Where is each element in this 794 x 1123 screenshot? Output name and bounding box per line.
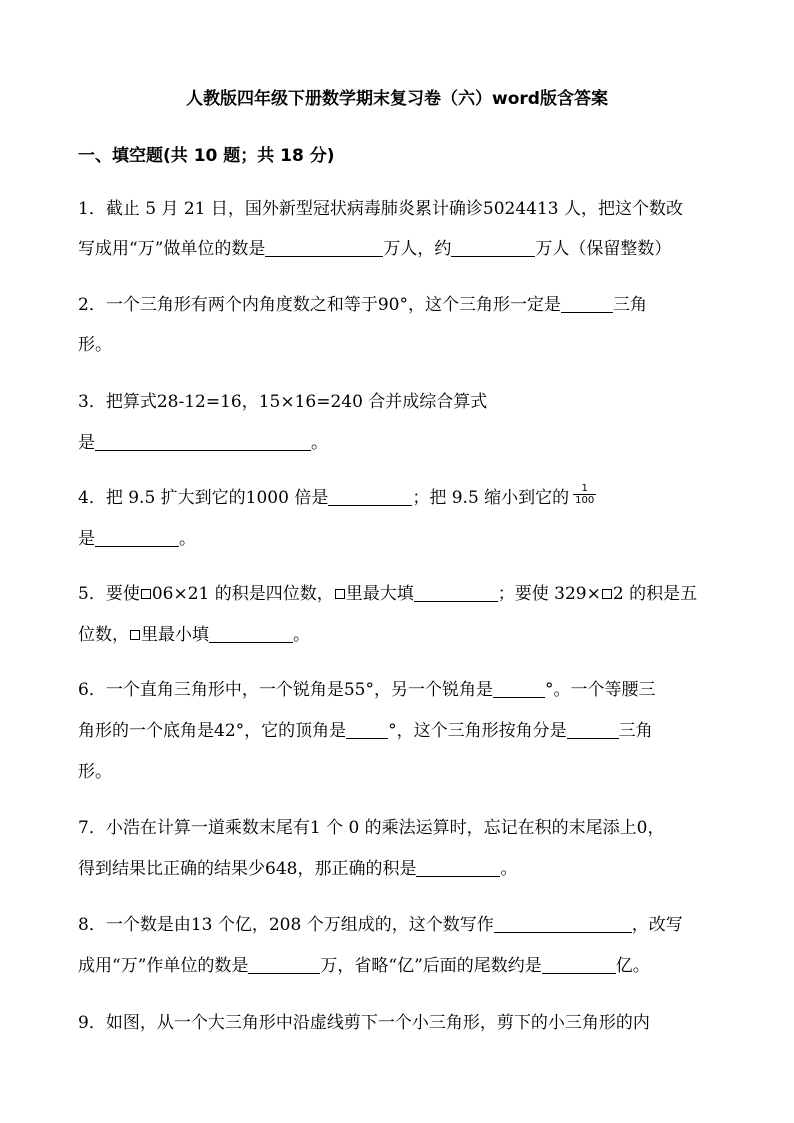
question-1-text: 万人（保留整数）: [535, 239, 672, 259]
question-5-text: 。: [293, 625, 310, 645]
question-7-text: 得到结果比正确的结果少648，那正确的积是: [78, 859, 417, 879]
answer-blank[interactable]: [209, 624, 293, 643]
question-8-line-2: [78, 954, 650, 978]
question-6-text: °，这个三角形按角分是: [388, 721, 567, 741]
question-1-line-1: 1．截止 5 月 21 日，国外新型冠状病毒肺炎累计确诊5024413 人，把这个数改: [78, 199, 683, 219]
question-3-line-1: 3．把算式28-12=16，15×16=240 合并成综合算式: [78, 392, 488, 412]
page-title: 人教版四年级下册数学期末复习卷（六）word版含答案: [186, 89, 608, 109]
square-box-icon: [335, 589, 345, 599]
question-4-text: 4．把 9.5 扩大到它的1000 倍是: [78, 488, 329, 508]
answer-blank[interactable]: [451, 238, 535, 257]
question-1-text: 写成用“万”做单位的数是: [78, 239, 266, 259]
question-2-text: 三角: [612, 295, 647, 315]
fraction-one-hundredth: [573, 483, 596, 506]
question-5-text: 位数，: [78, 625, 129, 645]
answer-blank[interactable]: [567, 720, 619, 739]
question-8-text: ，改写: [631, 915, 683, 935]
question-6-text: °。一个等腰三: [544, 680, 656, 700]
question-5-line-1: [78, 582, 697, 606]
answer-blank[interactable]: [542, 955, 616, 974]
section-heading: 一、填空题(共 10 题；共 18 分): [78, 146, 335, 166]
question-7-line-2: [78, 857, 517, 881]
question-1-line-2: [78, 237, 671, 261]
question-8-line-1: [78, 913, 683, 937]
question-2-line-1: [78, 293, 647, 317]
question-5-text: 里最小填: [141, 625, 209, 645]
question-5-text: 2 的积是五: [612, 584, 698, 604]
question-4-line-1: [78, 483, 596, 510]
question-8-text: 8．一个数是由13 个亿，208 个万组成的，这个数写作: [78, 915, 494, 935]
question-7-line-1: 7．小浩在计算一道乘数末尾有1 个 0 的乘法运算时，忘记在积的末尾添上0，: [78, 818, 665, 838]
question-4-text: ；把 9.5 缩小到它的: [412, 488, 570, 508]
question-8-text: 万，省略“亿”后面的尾数约是: [320, 956, 542, 976]
question-4-line-2: [78, 527, 196, 551]
question-6-line-3: 形。: [78, 762, 112, 782]
square-box-icon: [130, 630, 140, 640]
question-6-text: 6．一个直角三角形中，一个锐角是55°，另一个锐角是: [78, 680, 493, 700]
question-2-text: 2．一个三角形有两个内角度数之和等于90°，这个三角形一定是: [78, 295, 561, 315]
answer-blank[interactable]: [561, 294, 613, 313]
question-1-text: 万人，约: [383, 239, 452, 259]
answer-blank[interactable]: [494, 914, 632, 933]
question-4-text: 是: [78, 529, 95, 549]
question-6-text: 角形的一个底角是42°，它的顶角是: [78, 721, 347, 741]
square-box-icon: [141, 589, 151, 599]
question-5-text: ；要使 329×: [497, 584, 601, 604]
answer-blank[interactable]: [265, 238, 383, 257]
question-6-line-2: [78, 719, 653, 743]
answer-blank[interactable]: [328, 487, 412, 506]
answer-blank[interactable]: [493, 679, 545, 698]
answer-blank[interactable]: [414, 583, 498, 602]
question-2-line-2: 形。: [78, 335, 112, 355]
question-5-text: 06×21 的积是四位数，: [151, 584, 334, 604]
answer-blank[interactable]: [248, 955, 320, 974]
answer-blank[interactable]: [346, 720, 388, 739]
question-6-text: 三角: [618, 721, 653, 741]
question-5-text: 5．要使: [78, 584, 140, 604]
fraction-numerator: 1: [573, 483, 596, 495]
question-8-text: 成用“万”作单位的数是: [78, 956, 249, 976]
question-3-line-2: [78, 431, 328, 455]
question-4-text: 。: [179, 529, 196, 549]
fraction-denominator: 100: [575, 495, 595, 506]
question-5-text: 里最大填: [345, 584, 414, 604]
answer-blank[interactable]: [416, 858, 500, 877]
question-6-line-1: [78, 678, 655, 702]
question-3-text: 是: [78, 433, 95, 453]
question-9-line-1: 9．如图，从一个大三角形中沿虚线剪下一个小三角形，剪下的小三角形的内: [78, 1013, 650, 1033]
answer-blank[interactable]: [95, 528, 179, 547]
question-7-text: 。: [500, 859, 518, 879]
square-box-icon: [602, 589, 612, 599]
question-8-text: 亿。: [615, 956, 650, 976]
answer-blank[interactable]: [95, 432, 311, 451]
question-5-line-2: [78, 623, 310, 647]
question-3-text: 。: [311, 433, 328, 453]
